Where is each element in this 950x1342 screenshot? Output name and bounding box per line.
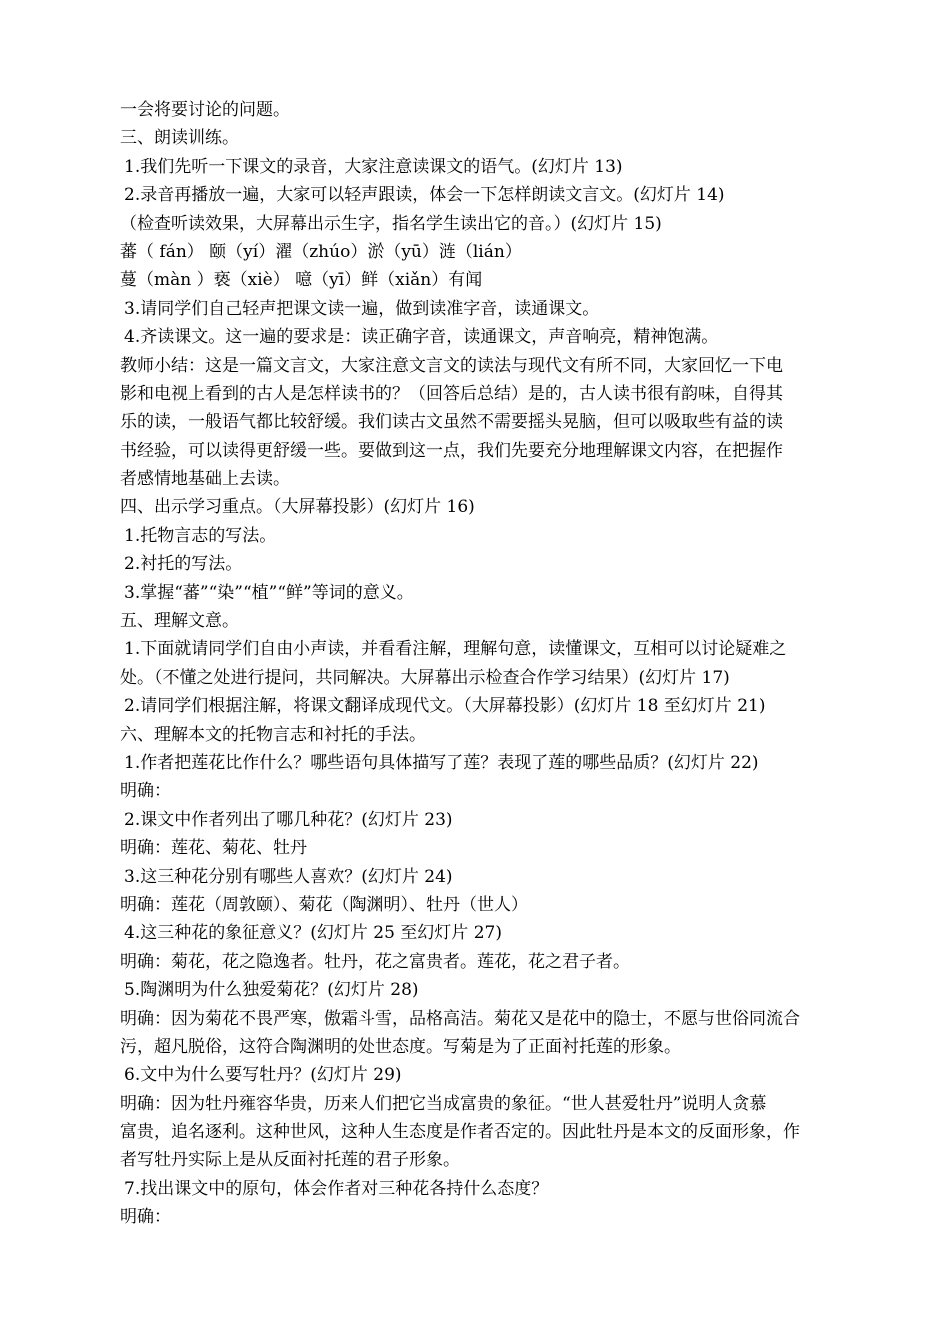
text-line: 6.文中为什么要写牡丹？(幻灯片 29) — [124, 1065, 402, 1086]
text-line: 明确：因为菊花不畏严寒，傲霜斗雪，品格高洁。菊花又是花中的隐士，不愿与世俗同流合 — [120, 1008, 800, 1029]
text-line: 1.作者把莲花比作什么？哪些语句具体描写了莲？表现了莲的哪些品质？(幻灯片 22) — [124, 752, 759, 773]
text-line: 3.这三种花分别有哪些人喜欢？(幻灯片 24) — [124, 866, 453, 887]
text-line: 2.请同学们根据注解，将课文翻译成现代文。（大屏幕投影）(幻灯片 18 至幻灯片 21) — [124, 696, 766, 717]
text-line: 1.下面就请同学们自由小声读，并看看注解，理解句意，读懂课文，互相可以讨论疑难之 — [124, 639, 787, 660]
text-line: 明确：莲花（周敦颐）、菊花（陶渊明）、牡丹（世人） — [120, 894, 528, 915]
text-line: 明确：莲花、菊花、牡丹 — [120, 838, 307, 859]
text-line: 五、理解文意。 — [120, 611, 239, 632]
text-line: 3.掌握“蕃”“染”“植”“鲜”等词的意义。 — [124, 582, 414, 603]
document-page — [120, 96, 860, 1232]
text-line: 1.托物言志的写法。 — [124, 525, 277, 546]
text-line: 明确：菊花，花之隐逸者。牡丹，花之富贵者。莲花，花之君子者。 — [120, 951, 630, 972]
text-line: 者写牡丹实际上是从反面衬托莲的君子形象。 — [120, 1150, 460, 1171]
text-line: 2.录音再播放一遍，大家可以轻声跟读，体会一下怎样朗读文言文。(幻灯片 14) — [124, 185, 725, 206]
text-line: （检查听读效果，大屏幕出示生字，指名学生读出它的音。）(幻灯片 15) — [120, 213, 662, 234]
text-line: 者感情地基础上去读。 — [120, 469, 290, 490]
text-line: 一会将要讨论的问题。 — [120, 100, 290, 120]
text-line: 蔓（màn ）亵（xiè） 噫（yī）鲜（xiǎn）有闻 — [120, 270, 483, 291]
text-line: 四、出示学习重点。（大屏幕投影）(幻灯片 16) — [120, 497, 475, 518]
text-line: 教师小结：这是一篇文言文，大家注意文言文的读法与现代文有所不同，大家回忆一下电 — [120, 355, 783, 376]
text-line: 7.找出课文中的原句，体会作者对三种花各持什么态度？ — [124, 1178, 549, 1199]
text-line: 乐的读，一般语气都比较舒缓。我们读古文虽然不需要摇头晃脑，但可以吸取些有益的读 — [120, 412, 783, 433]
text-line: 3.请同学们自己轻声把课文读一遍，做到读准字音，读通课文。 — [124, 298, 600, 319]
text-line: 2.衬托的写法。 — [124, 554, 243, 575]
text-line: 污，超凡脱俗，这符合陶渊明的处世态度。写菊是为了正面衬托莲的形象。 — [120, 1036, 681, 1057]
text-line: 2.课文中作者列出了哪几种花？(幻灯片 23) — [124, 809, 453, 830]
text-line: 4.这三种花的象征意义？(幻灯片 25 至幻灯片 27) — [124, 923, 502, 944]
text-line: 处。（不懂之处进行提问，共同解决。大屏幕出示检查合作学习结果）(幻灯片 17) — [120, 667, 730, 688]
text-line: 书经验，可以读得更舒缓一些。要做到这一点，我们先要充分地理解课文内容，在把握作 — [120, 440, 783, 461]
text-line: 影和电视上看到的古人是怎样读书的？（回答后总结）是的，古人读书很有韵味，自得其 — [120, 383, 783, 404]
text-line: 明确： — [120, 781, 171, 802]
text-line: 1.我们先听一下课文的录音，大家注意读课文的语气。(幻灯片 13) — [124, 156, 623, 177]
text-line: 三、朗读训练。 — [120, 128, 239, 149]
text-line: 六、理解本文的托物言志和衬托的手法。 — [120, 724, 426, 745]
text-line: 明确： — [120, 1207, 171, 1228]
text-line: 富贵，追名逐利。这种世风，这种人生态度是作者否定的。因此牡丹是本文的反面形象，作 — [120, 1122, 800, 1143]
text-line: 5.陶渊明为什么独爱菊花？(幻灯片 28) — [124, 980, 419, 1001]
text-line: 4.齐读课文。这一遍的要求是：读正确字音，读通课文，声音响亮，精神饱满。 — [124, 327, 719, 348]
text-line: 明确：因为牡丹雍容华贵，历来人们把它当成富贵的象征。“世人甚爱牡丹”说明人贪慕 — [120, 1093, 767, 1114]
text-line: 蕃（ fán） 颐（yí）濯（zhúo）淤（yū）涟（lián） — [120, 241, 522, 262]
